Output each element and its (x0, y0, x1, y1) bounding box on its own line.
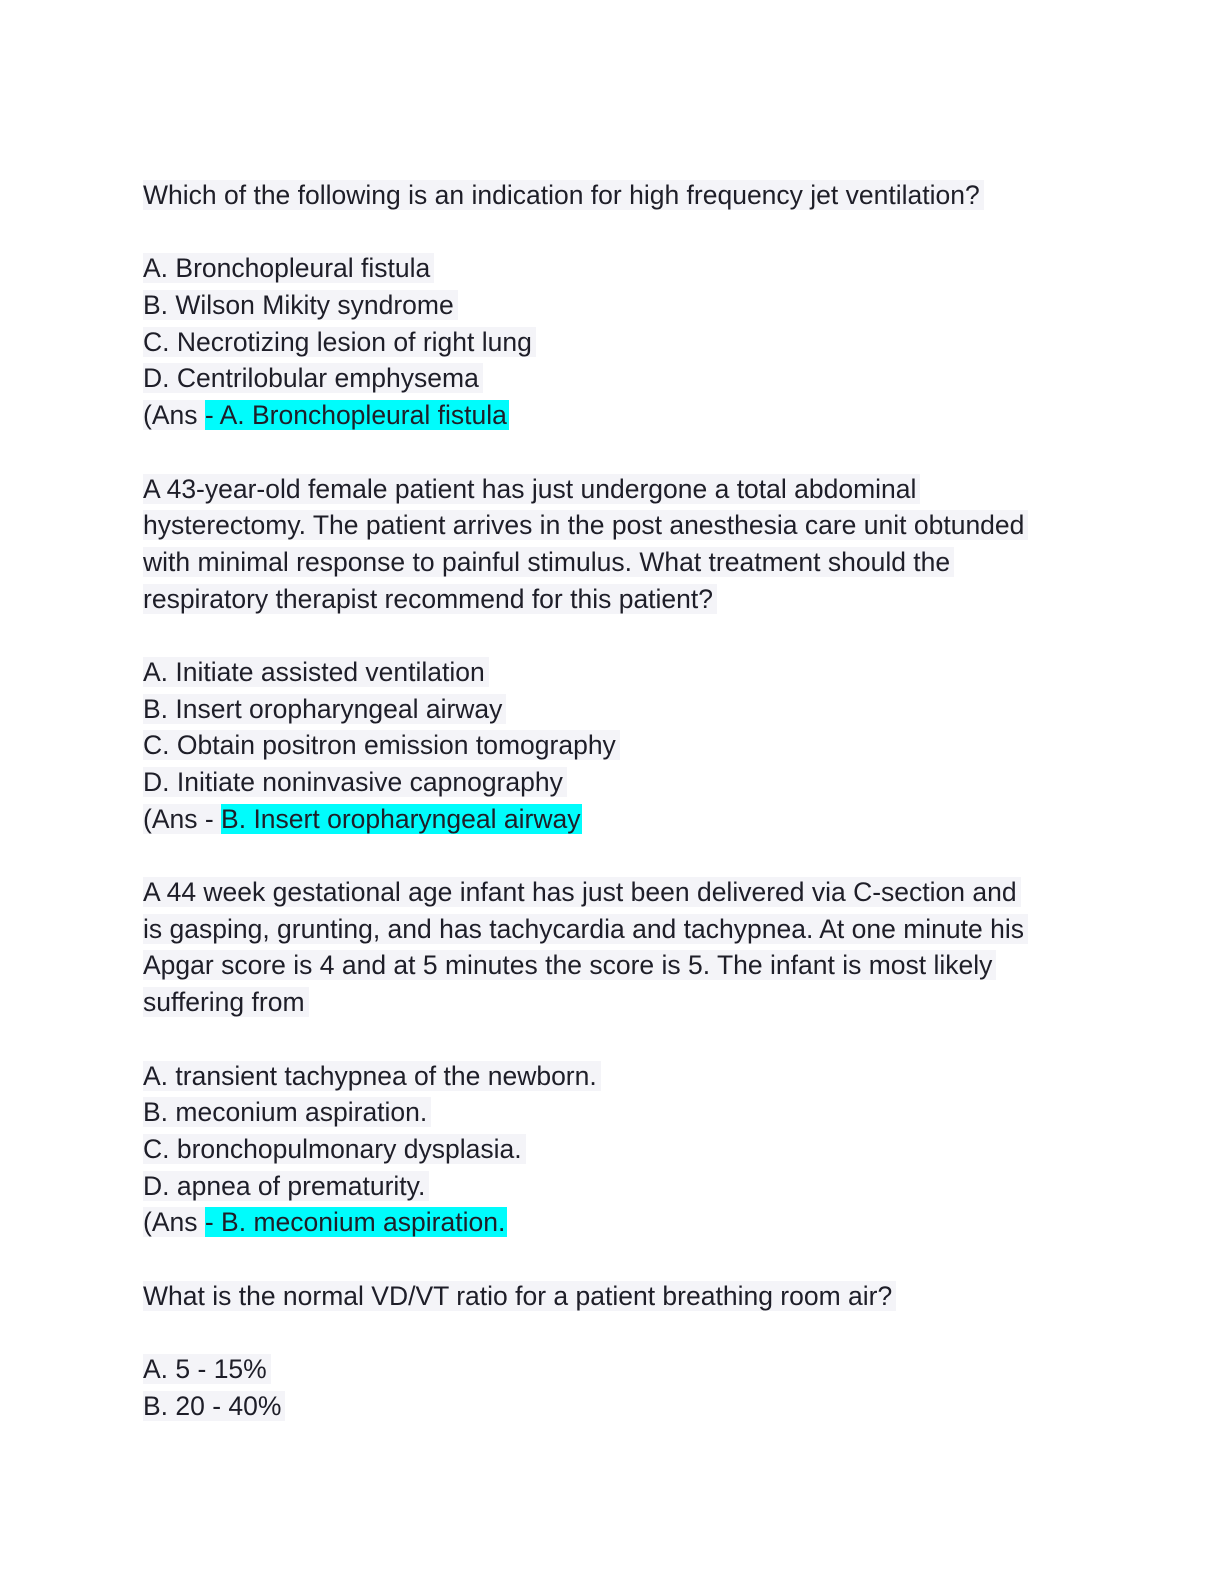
question-1-stem-line-1: Which of the following is an indication for high frequency jet ventilation? (143, 177, 1103, 214)
question-4 (143, 1278, 1103, 1425)
question-2-stem-line-3: with minimal response to painful stimulus. What treatment should the (143, 544, 1103, 581)
answer-highlight: - A. Bronchopleural fistula (204, 400, 507, 431)
question-3-option-b: B. meconium aspiration. (143, 1094, 1103, 1131)
question-2-option-b: B. Insert oropharyngeal airway (143, 691, 1103, 728)
question-3-option-a: A. transient tachypnea of the newborn. (143, 1058, 1103, 1095)
answer-highlight: B. Insert oropharyngeal airway (221, 803, 581, 834)
question-1-option-b: B. Wilson Mikity syndrome (143, 287, 1103, 324)
question-3 (143, 874, 1103, 1241)
question-2-option-a: A. Initiate assisted ventilation (143, 654, 1103, 691)
question-4-stem-line-1: What is the normal VD/VT ratio for a patient breathing room air? (143, 1278, 1103, 1315)
question-1-option-d: D. Centrilobular emphysema (143, 360, 1103, 397)
document-page (143, 177, 1103, 1424)
question-3-stem-line-2: is gasping, grunting, and has tachycardia and tachypnea. At one minute his (143, 911, 1103, 948)
question-2-stem-line-4: respiratory therapist recommend for this patient? (143, 581, 1103, 618)
question-4-option-b: B. 20 - 40% (143, 1388, 1103, 1425)
question-2-stem-line-2: hysterectomy. The patient arrives in the post anesthesia care unit obtunded (143, 507, 1103, 544)
answer-prefix: (Ans - (143, 803, 222, 834)
question-1-answer (143, 397, 1103, 434)
question-3-stem-line-3: Apgar score is 4 and at 5 minutes the score is 5. The infant is most likely (143, 947, 1103, 984)
question-3-option-c: C. bronchopulmonary dysplasia. (143, 1131, 1103, 1168)
question-3-option-d: D. apnea of prematurity. (143, 1168, 1103, 1205)
question-3-stem-line-4: suffering from (143, 984, 1103, 1021)
question-2-answer (143, 801, 1103, 838)
answer-prefix: (Ans (143, 400, 205, 431)
question-1 (143, 177, 1103, 434)
answer-highlight: - B. meconium aspiration. (204, 1207, 506, 1238)
question-2-option-c: C. Obtain positron emission tomography (143, 727, 1103, 764)
question-2-stem-line-1: A 43-year-old female patient has just undergone a total abdominal (143, 471, 1103, 508)
answer-prefix: (Ans (143, 1207, 205, 1238)
question-4-option-a: A. 5 - 15% (143, 1351, 1103, 1388)
question-3-stem-line-1: A 44 week gestational age infant has just been delivered via C-section and (143, 874, 1103, 911)
question-1-option-c: C. Necrotizing lesion of right lung (143, 324, 1103, 361)
question-3-answer (143, 1204, 1103, 1241)
question-1-option-a: A. Bronchopleural fistula (143, 250, 1103, 287)
question-2-option-d: D. Initiate noninvasive capnography (143, 764, 1103, 801)
question-2 (143, 471, 1103, 838)
